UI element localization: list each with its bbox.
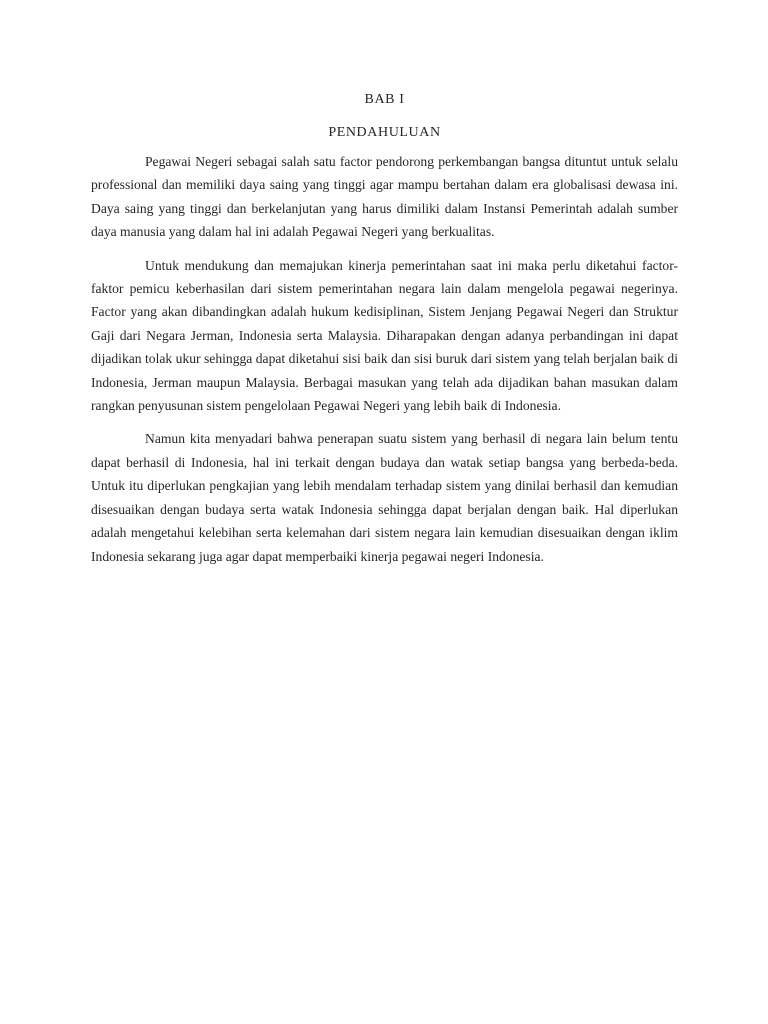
paragraph-1: Pegawai Negeri sebagai salah satu factor pendorong perkembangan bangsa dituntut untuk selalu professional dan memiliki daya saing yang tinggi agar mampu bertahan dalam era globalisasi dewasa ini. Daya saing yang tinggi dan berkelanjutan yang harus dimiliki dalam Instansi Pemerintah adalah sumber daya manusia yang dalam hal ini adalah Pegawai Negeri yang berkualitas.: [91, 154, 678, 240]
paragraph-3: Namun kita menyadari bahwa penerapan suatu sistem yang berhasil di negara lain belum tentu dapat berhasil di Indonesia, hal ini terkait dengan budaya dan watak setiap bangsa yang berbeda-beda. Untuk itu diperlukan pengkajian yang lebih mendalam terhadap sistem yang dinilai berhasil dan kemudian disesuaikan dengan budaya serta watak Indonesia sehingga dapat berjalan dengan baik. Hal diperlukan adalah mengetahui kelebihan serta kelemahan dari sistem negara lain kemudian disesuaikan dengan iklim Indonesia sekarang juga agar dapat memperbaiki kinerja pegawai negeri Indonesia.: [91, 431, 678, 564]
chapter-heading: BAB I: [364, 92, 405, 107]
page-content: [91, 88, 678, 578]
paragraph-2: Untuk mendukung dan memajukan kinerja pemerintahan saat ini maka perlu diketahui factor-faktor pemicu keberhasilan dari sistem pemerintahan negara lain dalam mengelola pegawai negerinya. Factor yang akan dibandingkan adalah hukum kedisiplinan, Sistem Jenjang Pegawai Negeri dan Struktur Gaji dari Negara Jerman, Indonesia serta Malaysia. Diharapakan dengan adanya perbandingan ini dapat dijadikan tolak ukur sehingga dapat diketahui sisi baik dan sisi buruk dari sistem yang telah berjalan baik di Indonesia, Jerman maupun Malaysia. Berbagai masukan yang telah ada dijadikan bahan masukan dalam rangkan penyusunan sistem pengelolaan Pegawai Negeri yang lebih baik di Indonesia.: [91, 257, 678, 414]
chapter-title: PENDAHULUAN: [328, 125, 441, 140]
